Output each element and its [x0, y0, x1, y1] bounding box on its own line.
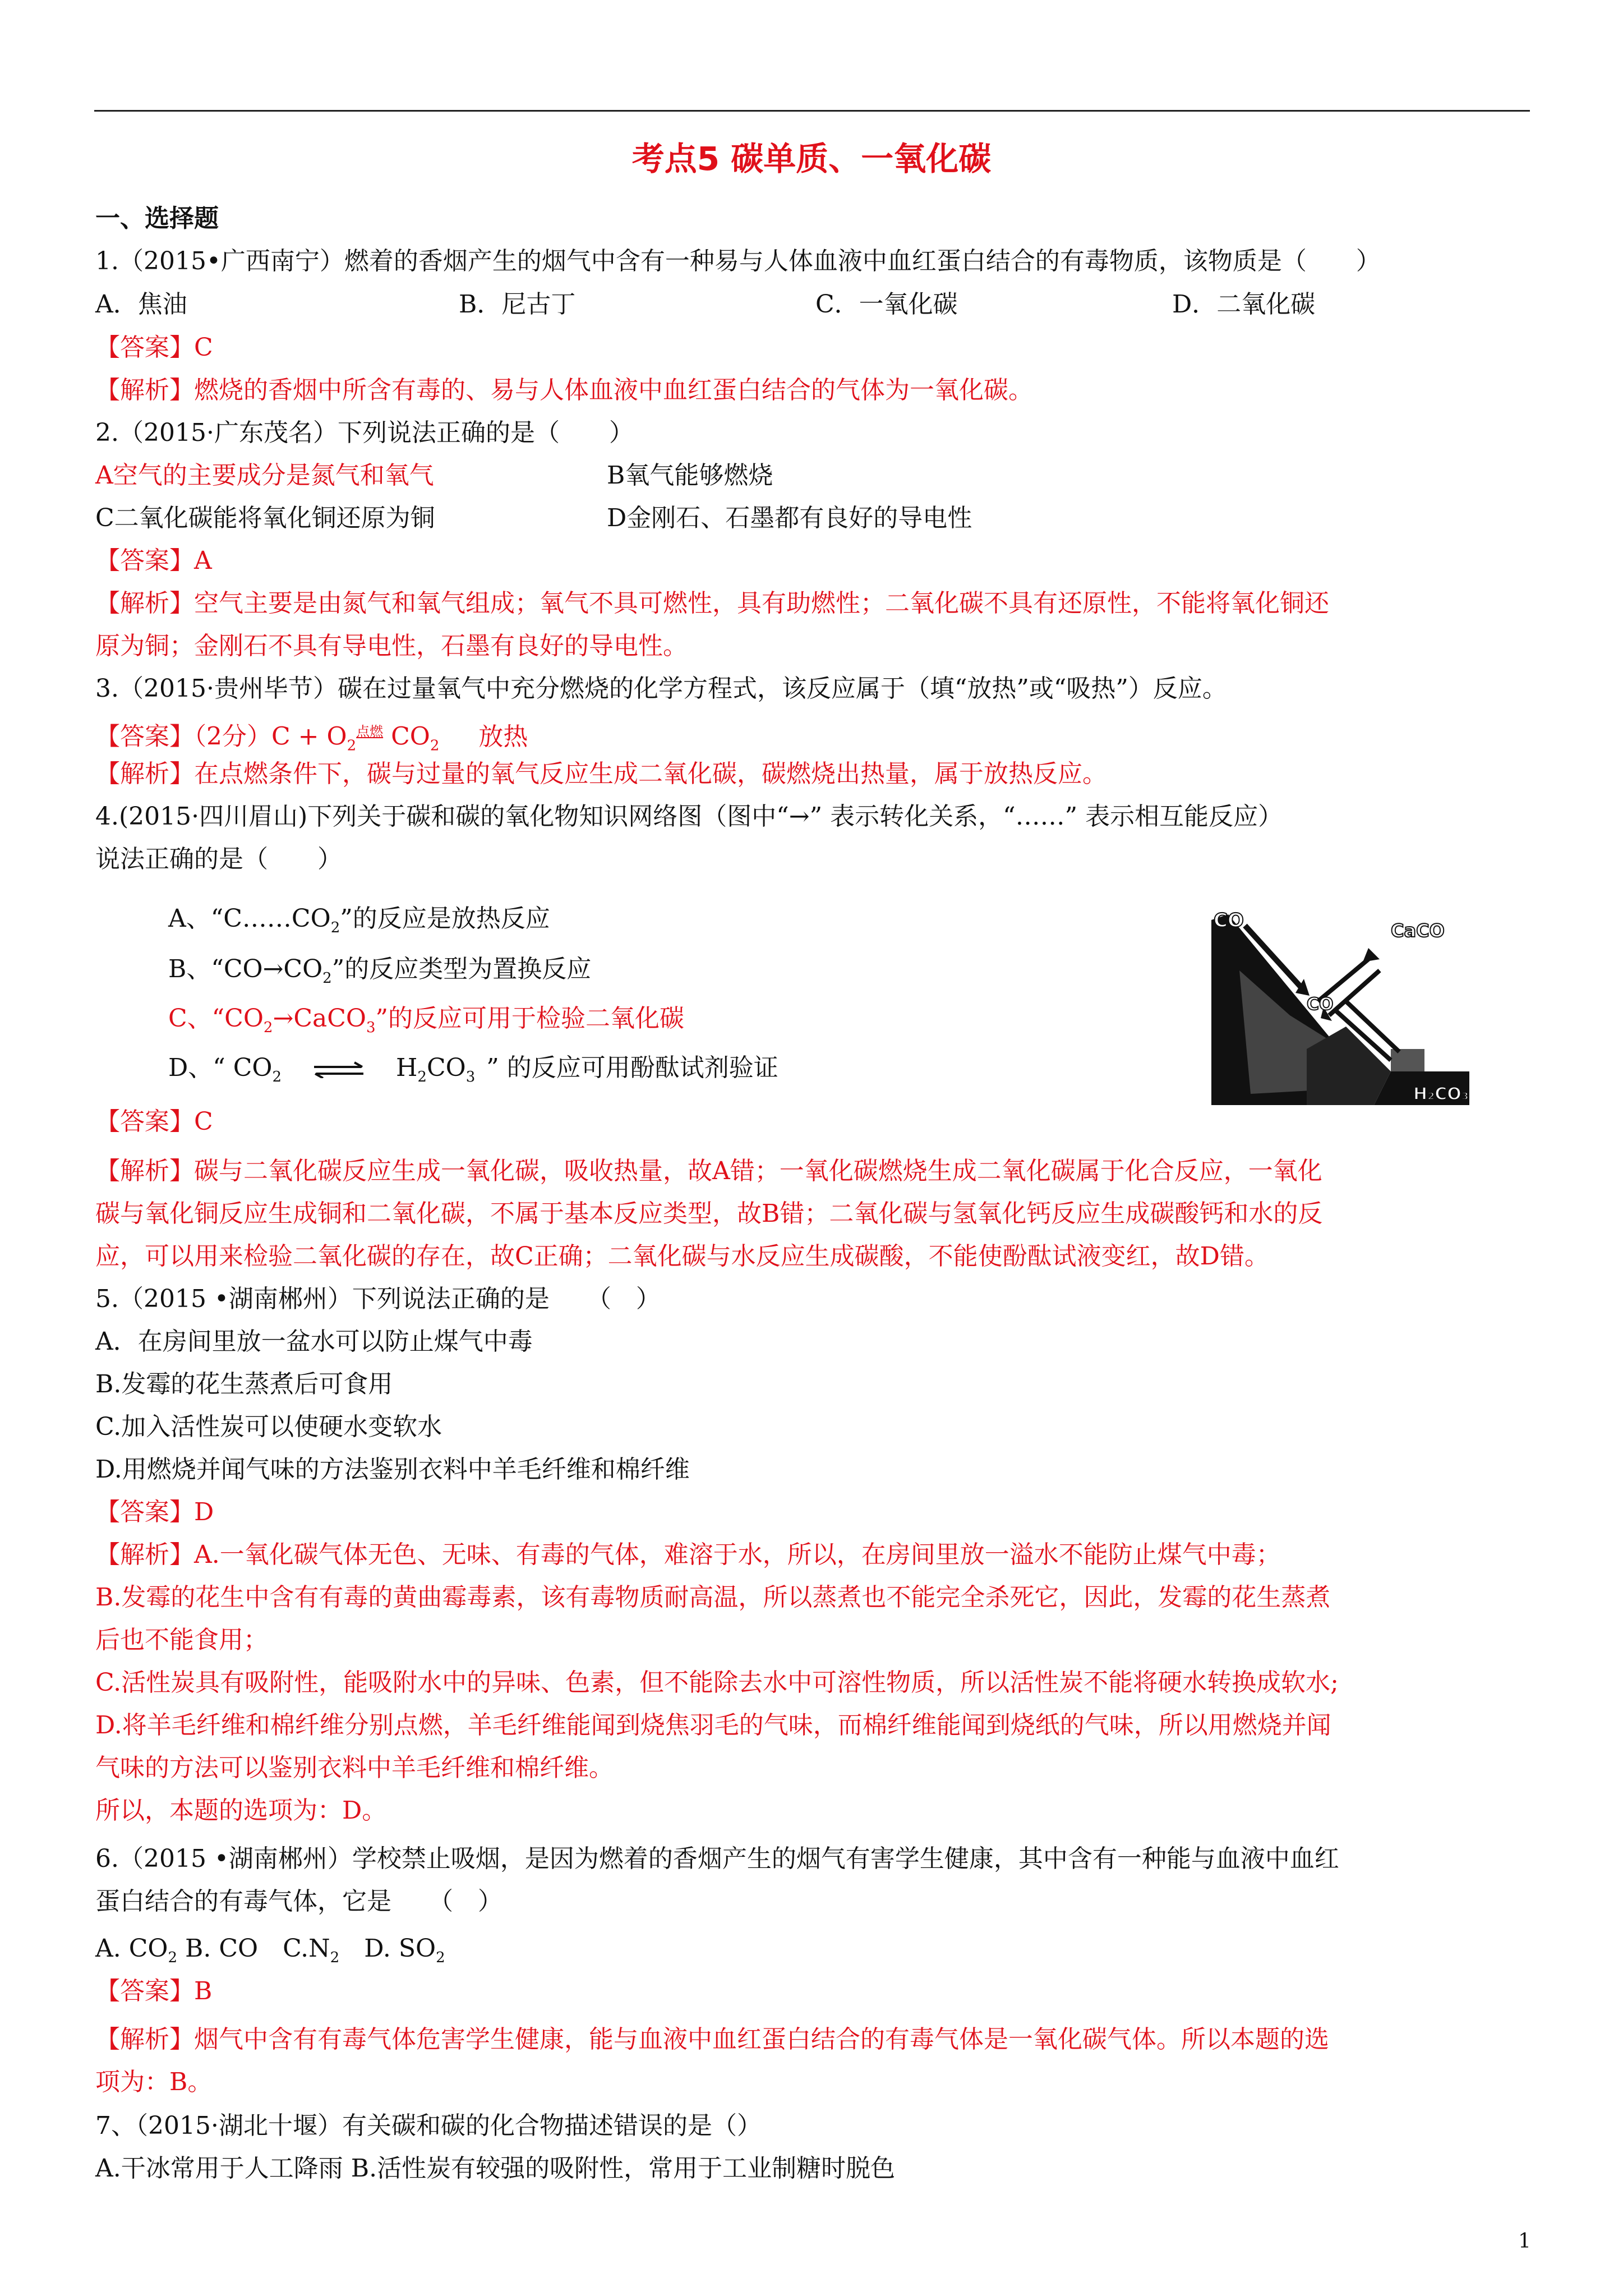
page-title: 考点5 碳单质、一氧化碳 — [631, 140, 992, 178]
q3-analysis: 【解析】在点燃条件下，碳与过量的氧气反应生成二氧化碳，碳燃烧出热量，属于放热反应。 — [95, 760, 1107, 788]
q4-analysis-line1: 【解析】碳与二氧化碳反应生成一氧化碳，吸收热量，故A错；一氧化碳燃烧生成二氧化碳属于化合反应，一氧化 — [95, 1157, 1322, 1185]
q5-analysis-line1: 【解析】A.一氧化碳气体无色、无味、有毒的气体，难溶于水，所以，在房间里放一溢水不能防止煤气中毒； — [95, 1540, 1281, 1569]
q5-analysis-line2: B.发霉的花生中含有有毒的黄曲霉毒素，该有毒物质耐高温，所以蒸煮也不能完全杀死它，因此，发霉的花生蒸煮 — [95, 1583, 1331, 1612]
q2-option-b: B氧气能够燃烧 — [607, 461, 773, 490]
q1-option-c: C．一氧化碳 — [815, 290, 958, 319]
q2-answer: 【答案】A — [95, 546, 212, 575]
q4-option-c: C、“$CO_2\to CaCO_3$”的反应可用于检验二氧化碳 — [168, 1004, 685, 1036]
q2-option-c: C二氧化碳能将氧化铜还原为铜 — [95, 504, 435, 532]
q2-option-a: A空气的主要成分是氮气和氧气 — [95, 461, 434, 490]
q5-analysis-line4: C.活性炭具有吸附性，能吸附水中的异味、色素，但不能除去水中可溶性物质，所以活性炭不能将硬水转换成软水; — [95, 1668, 1339, 1697]
q5-option-a: A．在房间里放一盆水可以防止煤气中毒 — [95, 1327, 533, 1356]
reversible-arrow-icon — [312, 1061, 366, 1078]
carbon-network-figure — [1206, 903, 1469, 1111]
section-heading: 一、选择题 — [95, 204, 219, 233]
q7-options-line: A.干冰常用于人工降雨 B.活性炭有较强的吸附性，常用于工业制糖时脱色 — [95, 2154, 896, 2183]
q5-analysis-line5: D.将羊毛纤维和棉纤维分别点燃，羊毛纤维能闻到烧焦羽毛的气味，而棉纤维能闻到烧纸的气味，所以用燃烧并闻 — [95, 1711, 1331, 1740]
fig-label-h2co3: H₂CO₃ — [1413, 1084, 1469, 1104]
q1-analysis: 【解析】燃烧的香烟中所含有毒的、易与人体血液中血红蛋白结合的气体为一氧化碳。 — [95, 376, 1033, 404]
q1-option-d: D．二氧化碳 — [1172, 290, 1316, 319]
q6-analysis-line1: 【解析】烟气中含有有毒气体危害学生健康，能与血液中血红蛋白结合的有毒气体是一氧化碳气体。所以本题的选 — [95, 2025, 1329, 2054]
q2-analysis-line2: 原为铜；金刚石不具有导电性，石墨有良好的导电性。 — [95, 632, 688, 660]
page-number: 1 — [1518, 2230, 1531, 2253]
q5-option-c: C.加入活性炭可以使硬水变软水 — [95, 1412, 442, 1441]
question-7-stem: 7、（2015·湖北十堰）有关碳和碳的化合物描述错误的是（） — [95, 2111, 762, 2140]
q6-options: A. $CO_2$ B. CO $C.N_2$ D. $SO_2$ — [95, 1934, 445, 1966]
q5-option-d: D.用燃烧并闻气味的方法鉴别衣料中羊毛纤维和棉纤维 — [95, 1455, 690, 1484]
header-rule — [94, 110, 1530, 112]
q2-analysis-line1: 【解析】空气主要是由氮气和氧气组成；氧气不具可燃性，具有助燃性；二氧化碳不具有还原性，不能将氧化铜还 — [95, 589, 1329, 618]
q4-option-d: D、“ $CO_2$ $H_2CO_3$ ” 的反应可用酚酞试剂验证 — [168, 1053, 778, 1085]
fig-label-caco3: CaCO — [1391, 920, 1445, 941]
q4-option-b: B、“$CO\to CO_2$”的反应类型为置换反应 — [168, 955, 592, 987]
question-4-stem-line1: 4.(2015·四川眉山)下列关于碳和碳的氧化物知识网络图（图中“→” 表示转化关系，“……” 表示相互能反应） — [95, 802, 1283, 831]
question-5-stem: 5.（2015 •湖南郴州）下列说法正确的是 （ ） — [95, 1285, 661, 1313]
q5-analysis-line6: 气味的方法可以鉴别衣料中羊毛纤维和棉纤维。 — [95, 1754, 614, 1782]
q3-answer: 【答案】（2分）$C + O_2^{点燃}$ $CO_2$ 放热 — [95, 722, 528, 754]
q1-option-a: A．焦油 — [95, 290, 187, 319]
q1-answer: 【答案】C — [95, 333, 213, 362]
fig-label-co2: CO — [1307, 995, 1334, 1014]
question-2-stem: 2.（2015·广东茂名）下列说法正确的是（ ） — [95, 418, 634, 447]
fig-label-co: CO — [1214, 909, 1244, 932]
q6-answer: 【答案】B — [95, 1977, 213, 2005]
question-1-stem: 1.（2015•广西南宁）燃着的香烟产生的烟气中含有一种易与人体血液中血红蛋白结合的有毒物质，该物质是（ ） — [95, 247, 1381, 275]
q1-option-b: B．尼古丁 — [459, 290, 576, 319]
question-4-stem-line2: 说法正确的是（ ） — [95, 845, 342, 873]
q4-analysis-line3: 应，可以用来检验二氧化碳的存在，故C正确；二氧化碳与水反应生成碳酸，不能使酚酞试液变红，故D错。 — [95, 1242, 1269, 1271]
question-6-stem-line1: 6.（2015 •湖南郴州）学校禁止吸烟，是因为燃着的香烟产生的烟气有害学生健康，其中含有一种能与血液中血红 — [95, 1844, 1339, 1873]
q5-answer: 【答案】D — [95, 1498, 214, 1526]
q4-answer: 【答案】C — [95, 1107, 213, 1136]
q5-conclusion: 所以，本题的选项为：D。 — [95, 1796, 387, 1825]
q4-analysis-line2: 碳与氧化铜反应生成铜和二氧化碳，不属于基本反应类型，故B错；二氧化碳与氢氧化钙反应生成碳酸钙和水的反 — [95, 1199, 1323, 1228]
q4-option-a: A、“$C\dots\dots CO_2$”的反应是放热反应 — [168, 904, 550, 936]
question-6-stem-line2: 蛋白结合的有毒气体，它是 （ ） — [95, 1887, 502, 1916]
q5-option-b: B.发霉的花生蒸煮后可食用 — [95, 1370, 393, 1398]
q2-option-d: D金刚石、石墨都有良好的导电性 — [607, 504, 972, 532]
question-3-stem: 3.（2015·贵州毕节）碳在过量氧气中充分燃烧的化学方程式，该反应属于（填“放热”或“吸热”）反应。 — [95, 674, 1227, 703]
q5-analysis-line3: 后也不能食用； — [95, 1626, 268, 1654]
q6-analysis-line2: 项为：B。 — [95, 2068, 213, 2096]
